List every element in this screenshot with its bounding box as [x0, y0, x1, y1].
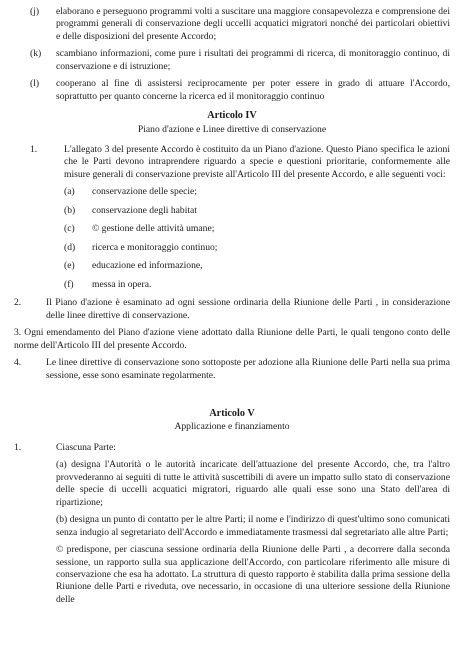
list-item-l — [14, 78, 450, 103]
paragraph-text: L'allegato 3 del presente Accordo è costituito da un Piano d'azione. Questo Piano specifica le azioni che le Parti devono intraprendere riguardo a specie e questioni prioritarie, conformemente alle misure generali di conservazione previste all'Articolo III del presente Accordo, e alle seguenti voci: — [64, 144, 450, 180]
sub-item-b — [64, 205, 450, 217]
sub-item-d — [64, 242, 450, 254]
item-marker: (j) — [30, 6, 40, 17]
sub-item-text: educazione ed informazione, — [92, 260, 203, 272]
section-spacer — [14, 387, 450, 401]
sub-item-marker: (f) — [64, 278, 74, 290]
article-5-paragraph-1 — [14, 442, 450, 454]
article-5-clauses — [14, 459, 450, 606]
article-5-heading: Articolo V — [209, 408, 255, 420]
item-text: scambiano informazioni, come pure i risultati dei programmi di ricerca, di monitoraggio continuo, di conservazione e di istruzione; — [56, 48, 450, 72]
item-marker: (l) — [30, 78, 40, 90]
clause-c: © predispone, per ciascuna sessione ordinaria della Riunione delle Parti , a decorrere dalla seconda sessione, un rapporto sulla sua applicazione dell'Accordo, con particolare riferimento alle misure di conservazione che esa ha adottato. La struttura di questo rapporto è stabilita dalla prima sessione della Riunione delle Parti e riveduta, ove necessario, in occasione di una ulteriore sessione della Riunione delle — [56, 544, 450, 605]
sub-item-text: ricerca e monitoraggio continuo; — [92, 241, 218, 253]
clause-b: (b) designa un punto di contatto per le altre Parti; il nome e l'indirizzo di quest'ultimo sono comunicati senza indugio al segretariato dell'Accordo e immediatamente trasmessi dal segretariato alle altre Parti; — [56, 514, 450, 538]
list-item-k — [14, 48, 450, 73]
sub-item-marker: (e) — [64, 260, 75, 272]
article-4-paragraph-4 — [14, 357, 450, 382]
paragraph-text: Il Piano d'azione è esaminato ad ogni sessione ordinaria della Riunione delle Parti , in considerazione delle linee direttive di conservazione. — [46, 297, 450, 321]
list-item-j — [14, 6, 450, 43]
sub-item-a — [64, 186, 450, 198]
item-text: elaborano e perseguono programmi volti a suscitare una maggiore consapevolezza e comprensione dei programmi generali di conservazione degli uccelli acquatici migratori nonché dei particolari obiettivi e delle disposizioni del presente Accordo; — [56, 6, 450, 42]
sub-item-text: messa in opera. — [92, 278, 152, 290]
paragraph-marker: 4. — [14, 357, 22, 369]
sub-item-e — [64, 260, 450, 272]
article-4-sub-list — [14, 186, 450, 291]
sub-item-text: conservazione degli habitat — [92, 204, 197, 216]
sub-item-marker: (c) — [64, 223, 75, 235]
sub-item-text: conservazione delle specie; — [92, 186, 197, 198]
item-marker: (k) — [30, 48, 42, 60]
clause-a: (a) designa l'Autorità o le autorità incaricate dell'attuazione del presente Accordo, che, tra l'altro provvederanno ai seguiti di tutte le attività suscettibili di avere un impatto sullo stato di conservazione delle specie di uccelli acquatici migratori, riguardo alle quali esse sono una Stato dell'area di ripartizione; — [56, 459, 450, 508]
paragraph-marker: 1. — [14, 441, 22, 453]
sub-item-marker: (b) — [64, 204, 76, 216]
sub-item-marker: (a) — [64, 186, 75, 198]
sub-item-text: © gestione delle attività umane; — [92, 223, 215, 235]
article-4-paragraph-3: 3. Ogni emendamento del Piano d'azione viene adottato dalla Riunione delle Parti, le quali tengono conto delle norme dell'Articolo III del presente Accordo. — [14, 327, 450, 351]
sub-item-marker: (d) — [64, 241, 76, 253]
article-4-paragraph-1 — [14, 144, 450, 181]
article-5-subtitle: Applicazione e finanziamento — [174, 421, 290, 433]
paragraph-marker: 1. — [30, 144, 38, 155]
paragraph-marker: 2. — [14, 297, 22, 309]
sub-item-f — [64, 279, 450, 291]
article-4-subtitle: Piano d'azione e Linee direttive di conservazione — [137, 123, 327, 135]
paragraph-text: Le linee direttive di conservazione sono sottoposte per adozione alla Riunione delle Parti nella sua prima sessione, esse sono esaminate regolarmente. — [46, 357, 450, 381]
article-4-heading: Articolo IV — [207, 110, 257, 122]
article-4-paragraph-2 — [14, 297, 450, 322]
item-text: cooperano al fine di assistersi reciprocamente per poter essere in grado di attuare l'Accordo, soprattutto per quanto concerne la ricerca ed il monitoraggio continuo — [56, 78, 450, 102]
sub-item-c — [64, 223, 450, 235]
paragraph-text: Ciascuna Parte: — [56, 441, 116, 453]
